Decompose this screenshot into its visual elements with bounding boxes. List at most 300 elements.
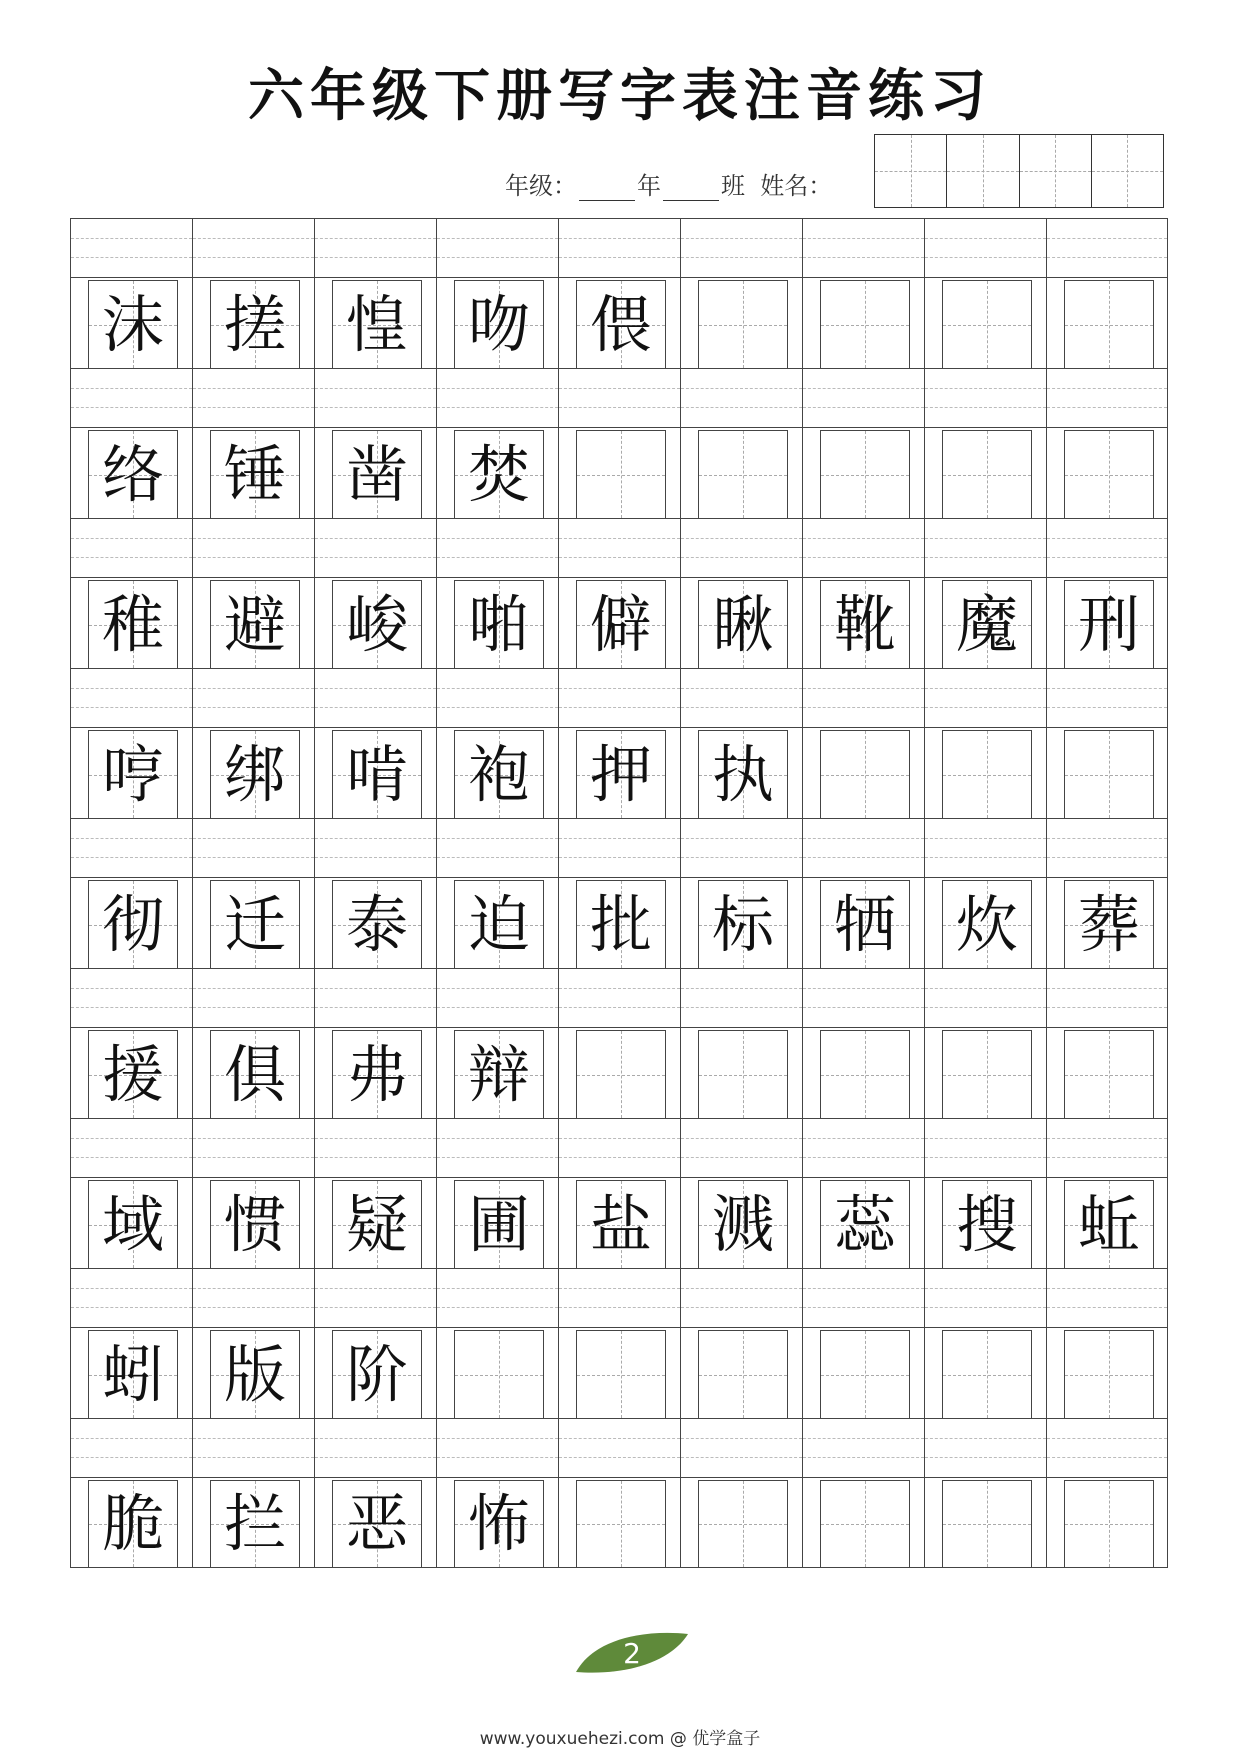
grid-cell (802, 218, 924, 368)
pinyin-box[interactable] (559, 368, 680, 428)
grid-cell (1046, 518, 1168, 668)
pinyin-box[interactable] (925, 668, 1046, 728)
character (943, 1031, 1031, 1118)
character: 脆 (101, 1487, 164, 1560)
grid-row (70, 818, 1168, 968)
grid-cell (192, 368, 314, 518)
character-box[interactable] (698, 1180, 788, 1268)
pinyin-box[interactable] (681, 818, 802, 878)
pinyin-box[interactable] (315, 668, 436, 728)
character: 盐 (589, 1187, 652, 1261)
character (943, 731, 1031, 818)
grid-cell (558, 1118, 680, 1268)
grid-row (70, 1418, 1168, 1568)
character-box[interactable] (820, 430, 910, 518)
grid-cell (314, 1118, 436, 1268)
pinyin-box[interactable] (1047, 1418, 1167, 1478)
character-box[interactable] (1064, 280, 1154, 368)
character-box[interactable] (88, 1180, 178, 1268)
pinyin-box[interactable] (315, 1418, 436, 1478)
character-box[interactable] (88, 880, 178, 968)
character-box[interactable] (698, 1480, 788, 1568)
character: 标 (711, 887, 774, 961)
grid-cell (436, 368, 558, 518)
character (1065, 1031, 1153, 1118)
grid-row (70, 668, 1168, 818)
character-box[interactable] (454, 1330, 544, 1418)
pinyin-box[interactable] (437, 668, 558, 728)
character: 搜 (955, 1187, 1018, 1261)
pinyin-box[interactable] (803, 1268, 924, 1328)
pinyin-box[interactable] (1047, 818, 1167, 878)
character-box[interactable] (332, 1180, 422, 1268)
character-box[interactable] (454, 880, 544, 968)
character (943, 1331, 1031, 1418)
pinyin-box[interactable] (193, 1118, 314, 1178)
character: 彻 (101, 887, 164, 961)
pinyin-box[interactable] (1047, 1118, 1167, 1178)
character: 啃 (345, 737, 408, 811)
character: 炊 (955, 887, 1018, 961)
grid-row (70, 968, 1168, 1118)
grid-cell (436, 1418, 558, 1567)
grid-cell (70, 518, 192, 668)
pinyin-box[interactable] (803, 368, 924, 428)
character-box[interactable] (88, 280, 178, 368)
character-box[interactable] (88, 1330, 178, 1418)
character-box[interactable] (942, 280, 1032, 368)
pinyin-box[interactable] (71, 1418, 192, 1478)
grid-cell (192, 218, 314, 368)
pinyin-box[interactable] (681, 1268, 802, 1328)
character (699, 1031, 787, 1118)
character: 恶 (345, 1487, 408, 1560)
grid-cell (314, 218, 436, 368)
character: 弗 (345, 1037, 408, 1111)
character-box[interactable] (332, 1030, 422, 1118)
grid-cell (436, 218, 558, 368)
grid-cell (802, 1418, 924, 1567)
character-box[interactable] (454, 280, 544, 368)
grid-cell (680, 818, 802, 968)
name-box[interactable] (946, 135, 1018, 207)
grid-cell (70, 1118, 192, 1268)
pinyin-box[interactable] (925, 218, 1046, 278)
pinyin-box[interactable] (193, 218, 314, 278)
pinyin-box[interactable] (559, 818, 680, 878)
pinyin-box[interactable] (681, 1418, 802, 1478)
pinyin-box[interactable] (315, 368, 436, 428)
character-box[interactable] (454, 430, 544, 518)
grid-cell (1046, 218, 1168, 368)
character: 哼 (101, 737, 164, 811)
page-number: 2 (623, 1637, 641, 1670)
pinyin-box[interactable] (559, 1268, 680, 1328)
grid-cell (314, 518, 436, 668)
grid-cell (192, 818, 314, 968)
grid-cell (558, 518, 680, 668)
character: 惶 (345, 287, 408, 361)
grid-cell (558, 368, 680, 518)
name-box[interactable] (1091, 135, 1163, 207)
character-box[interactable] (210, 580, 300, 668)
character-box[interactable] (942, 880, 1032, 968)
pinyin-box[interactable] (559, 518, 680, 578)
grid-cell (192, 968, 314, 1118)
pinyin-box[interactable] (437, 218, 558, 278)
character-box[interactable] (1064, 880, 1154, 968)
character: 溅 (711, 1187, 774, 1261)
character-box[interactable] (332, 1330, 422, 1418)
character (699, 431, 787, 518)
pinyin-box[interactable] (559, 968, 680, 1028)
character-box[interactable] (454, 580, 544, 668)
pinyin-box[interactable] (803, 1418, 924, 1478)
character-box[interactable] (576, 580, 666, 668)
character: 阶 (345, 1337, 408, 1411)
character: 凿 (345, 437, 408, 511)
grid-cell (924, 518, 1046, 668)
grid-cell (436, 1268, 558, 1418)
name-label: 姓名： (760, 172, 833, 200)
pinyin-box[interactable] (925, 518, 1046, 578)
grid-cell (558, 218, 680, 368)
character-box[interactable] (1064, 730, 1154, 818)
character-box[interactable] (576, 430, 666, 518)
character-box[interactable] (1064, 430, 1154, 518)
character-box[interactable] (576, 280, 666, 368)
character-box[interactable] (942, 730, 1032, 818)
grid-cell (1046, 1418, 1168, 1567)
grade-blank[interactable] (579, 178, 635, 201)
pinyin-box[interactable] (1047, 518, 1167, 578)
grid-cell (680, 668, 802, 818)
character: 押 (589, 737, 652, 811)
character-box[interactable] (210, 430, 300, 518)
character (821, 1031, 909, 1118)
name-box[interactable] (875, 135, 946, 207)
character-box[interactable] (88, 430, 178, 518)
grid-cell (924, 1118, 1046, 1268)
character-box[interactable] (88, 1030, 178, 1118)
character-box[interactable] (332, 580, 422, 668)
character (577, 431, 665, 518)
grid-cell (436, 668, 558, 818)
grid-cell (192, 1418, 314, 1567)
character-box[interactable] (820, 1180, 910, 1268)
character-box[interactable] (454, 730, 544, 818)
pinyin-box[interactable] (437, 518, 558, 578)
character-box[interactable] (210, 1030, 300, 1118)
grid-cell (1046, 1268, 1168, 1418)
pinyin-box[interactable] (71, 668, 192, 728)
character-box[interactable] (576, 1480, 666, 1568)
pinyin-box[interactable] (193, 518, 314, 578)
pinyin-box[interactable] (71, 518, 192, 578)
grid-cell (802, 818, 924, 968)
character: 靴 (833, 587, 896, 661)
pinyin-box[interactable] (803, 218, 924, 278)
pinyin-box[interactable] (559, 1418, 680, 1478)
character-box[interactable] (332, 730, 422, 818)
character: 避 (223, 587, 286, 661)
pinyin-box[interactable] (1047, 1268, 1167, 1328)
character-box[interactable] (942, 1180, 1032, 1268)
character: 焚 (467, 437, 530, 511)
grid-cell (314, 1268, 436, 1418)
pinyin-box[interactable] (681, 518, 802, 578)
character-box[interactable] (454, 1030, 544, 1118)
class-blank[interactable] (663, 178, 719, 201)
pinyin-box[interactable] (193, 1418, 314, 1478)
character (821, 731, 909, 818)
year-label: 年 (637, 172, 661, 200)
pinyin-box[interactable] (681, 968, 802, 1028)
character: 刑 (1077, 587, 1140, 661)
grid-row (70, 368, 1168, 518)
grid-row (70, 218, 1168, 368)
character-box[interactable] (698, 730, 788, 818)
character-box[interactable] (576, 1030, 666, 1118)
character-box[interactable] (820, 1330, 910, 1418)
character: 魔 (955, 587, 1018, 661)
character: 峻 (345, 587, 408, 661)
grid-cell (680, 1418, 802, 1567)
pinyin-box[interactable] (437, 1268, 558, 1328)
character-box[interactable] (1064, 580, 1154, 668)
character-box[interactable] (698, 1330, 788, 1418)
grid-cell (70, 1418, 192, 1567)
pinyin-box[interactable] (1047, 218, 1167, 278)
grid-cell (1046, 818, 1168, 968)
character-box[interactable] (210, 280, 300, 368)
pinyin-box[interactable] (1047, 668, 1167, 728)
pinyin-box[interactable] (803, 1118, 924, 1178)
character-box[interactable] (942, 580, 1032, 668)
character (577, 1481, 665, 1567)
grid-cell (680, 368, 802, 518)
character (821, 431, 909, 518)
pinyin-box[interactable] (71, 218, 192, 278)
pinyin-box[interactable] (315, 1118, 436, 1178)
character-box[interactable] (88, 580, 178, 668)
name-box[interactable] (1019, 135, 1091, 207)
pinyin-box[interactable] (193, 818, 314, 878)
pinyin-box[interactable] (71, 818, 192, 878)
pinyin-box[interactable] (193, 368, 314, 428)
pinyin-box[interactable] (925, 1118, 1046, 1178)
pinyin-box[interactable] (71, 368, 192, 428)
grid-cell (70, 668, 192, 818)
page-title: 六年级下册写字表注音练习 (248, 63, 992, 129)
pinyin-box[interactable] (437, 1118, 558, 1178)
character-box[interactable] (698, 1030, 788, 1118)
character: 蚓 (101, 1337, 164, 1411)
pinyin-box[interactable] (803, 968, 924, 1028)
character-box[interactable] (820, 880, 910, 968)
pinyin-box[interactable] (71, 1268, 192, 1328)
pinyin-box[interactable] (193, 668, 314, 728)
pinyin-box[interactable] (315, 518, 436, 578)
character-box[interactable] (576, 1330, 666, 1418)
character-box[interactable] (210, 1180, 300, 1268)
writing-grid (70, 218, 1168, 1568)
grid-cell (314, 368, 436, 518)
grid-cell (802, 668, 924, 818)
grid-cell (192, 1118, 314, 1268)
pinyin-box[interactable] (315, 968, 436, 1028)
pinyin-box[interactable] (925, 818, 1046, 878)
pinyin-box[interactable] (803, 518, 924, 578)
pinyin-box[interactable] (315, 818, 436, 878)
grid-row (70, 1268, 1168, 1418)
pinyin-box[interactable] (437, 818, 558, 878)
character: 惯 (223, 1187, 286, 1261)
pinyin-box[interactable] (1047, 968, 1167, 1028)
character: 辩 (467, 1037, 530, 1111)
pinyin-box[interactable] (315, 218, 436, 278)
character-box[interactable] (698, 580, 788, 668)
pinyin-box[interactable] (681, 1118, 802, 1178)
student-info (505, 166, 832, 201)
pinyin-box[interactable] (559, 1118, 680, 1178)
character-box[interactable] (942, 1480, 1032, 1568)
character-box[interactable] (820, 280, 910, 368)
character (455, 1331, 543, 1418)
character (1065, 281, 1153, 368)
character: 俱 (223, 1037, 286, 1111)
pinyin-box[interactable] (925, 1418, 1046, 1478)
pinyin-box[interactable] (559, 668, 680, 728)
grid-cell (436, 818, 558, 968)
character: 稚 (101, 587, 164, 661)
grid-cell (802, 518, 924, 668)
grid-row (70, 1118, 1168, 1268)
grid-cell (70, 1268, 192, 1418)
character-box[interactable] (576, 880, 666, 968)
grid-cell (436, 518, 558, 668)
character-box[interactable] (698, 280, 788, 368)
character-box[interactable] (332, 880, 422, 968)
character-box[interactable] (454, 1480, 544, 1568)
pinyin-box[interactable] (559, 218, 680, 278)
grid-cell (924, 1418, 1046, 1567)
character: 瞅 (711, 587, 774, 661)
grid-cell (802, 968, 924, 1118)
pinyin-box[interactable] (1047, 368, 1167, 428)
character (821, 1481, 909, 1567)
character-box[interactable] (88, 730, 178, 818)
pinyin-box[interactable] (925, 368, 1046, 428)
character-box[interactable] (332, 1480, 422, 1568)
character-box[interactable] (576, 730, 666, 818)
pinyin-box[interactable] (71, 968, 192, 1028)
character-box[interactable] (1064, 1030, 1154, 1118)
pinyin-box[interactable] (925, 1268, 1046, 1328)
pinyin-box[interactable] (803, 668, 924, 728)
grid-cell (680, 518, 802, 668)
grid-cell (558, 1268, 680, 1418)
grid-cell (70, 818, 192, 968)
character: 怖 (467, 1487, 530, 1560)
grid-cell (802, 1118, 924, 1268)
character: 牺 (833, 887, 896, 961)
grid-cell (436, 968, 558, 1118)
pinyin-box[interactable] (681, 668, 802, 728)
grid-cell (680, 218, 802, 368)
character (699, 281, 787, 368)
grid-cell (924, 218, 1046, 368)
character-box[interactable] (820, 1480, 910, 1568)
grid-cell (680, 1118, 802, 1268)
pinyin-box[interactable] (681, 368, 802, 428)
character-box[interactable] (332, 280, 422, 368)
pinyin-box[interactable] (681, 218, 802, 278)
character: 绑 (223, 737, 286, 811)
character-box[interactable] (1064, 1480, 1154, 1568)
character-box[interactable] (820, 1030, 910, 1118)
character: 僻 (589, 587, 652, 661)
character: 葬 (1077, 887, 1140, 961)
grid-cell (802, 368, 924, 518)
grid-cell (70, 218, 192, 368)
character-box[interactable] (698, 880, 788, 968)
character-box[interactable] (576, 1180, 666, 1268)
pinyin-box[interactable] (193, 1268, 314, 1328)
pinyin-box[interactable] (71, 1118, 192, 1178)
character-box[interactable] (942, 430, 1032, 518)
character-box[interactable] (332, 430, 422, 518)
pinyin-box[interactable] (437, 368, 558, 428)
character (943, 281, 1031, 368)
grid-cell (558, 668, 680, 818)
character-box[interactable] (942, 1030, 1032, 1118)
character-box[interactable] (942, 1330, 1032, 1418)
pinyin-box[interactable] (193, 968, 314, 1028)
character-box[interactable] (698, 430, 788, 518)
grid-cell (192, 518, 314, 668)
character-box[interactable] (1064, 1180, 1154, 1268)
pinyin-box[interactable] (803, 818, 924, 878)
grid-cell (558, 1418, 680, 1567)
character: 蕊 (833, 1187, 896, 1261)
character (577, 1031, 665, 1118)
character: 沫 (101, 287, 164, 361)
grid-cell (924, 668, 1046, 818)
character-box[interactable] (210, 880, 300, 968)
grid-cell (1046, 368, 1168, 518)
character-box[interactable] (88, 1480, 178, 1568)
pinyin-box[interactable] (315, 1268, 436, 1328)
character-box[interactable] (454, 1180, 544, 1268)
pinyin-box[interactable] (925, 968, 1046, 1028)
pinyin-box[interactable] (437, 968, 558, 1028)
character-box[interactable] (210, 730, 300, 818)
character-box[interactable] (1064, 1330, 1154, 1418)
character-box[interactable] (820, 730, 910, 818)
grid-cell (924, 968, 1046, 1118)
character-box[interactable] (210, 1480, 300, 1568)
pinyin-box[interactable] (437, 1418, 558, 1478)
grid-cell (802, 1268, 924, 1418)
grid-cell (70, 368, 192, 518)
character-box[interactable] (210, 1330, 300, 1418)
name-boxes[interactable] (874, 134, 1164, 208)
character-box[interactable] (820, 580, 910, 668)
character (1065, 1331, 1153, 1418)
grid-cell (1046, 968, 1168, 1118)
character: 锤 (223, 437, 286, 511)
